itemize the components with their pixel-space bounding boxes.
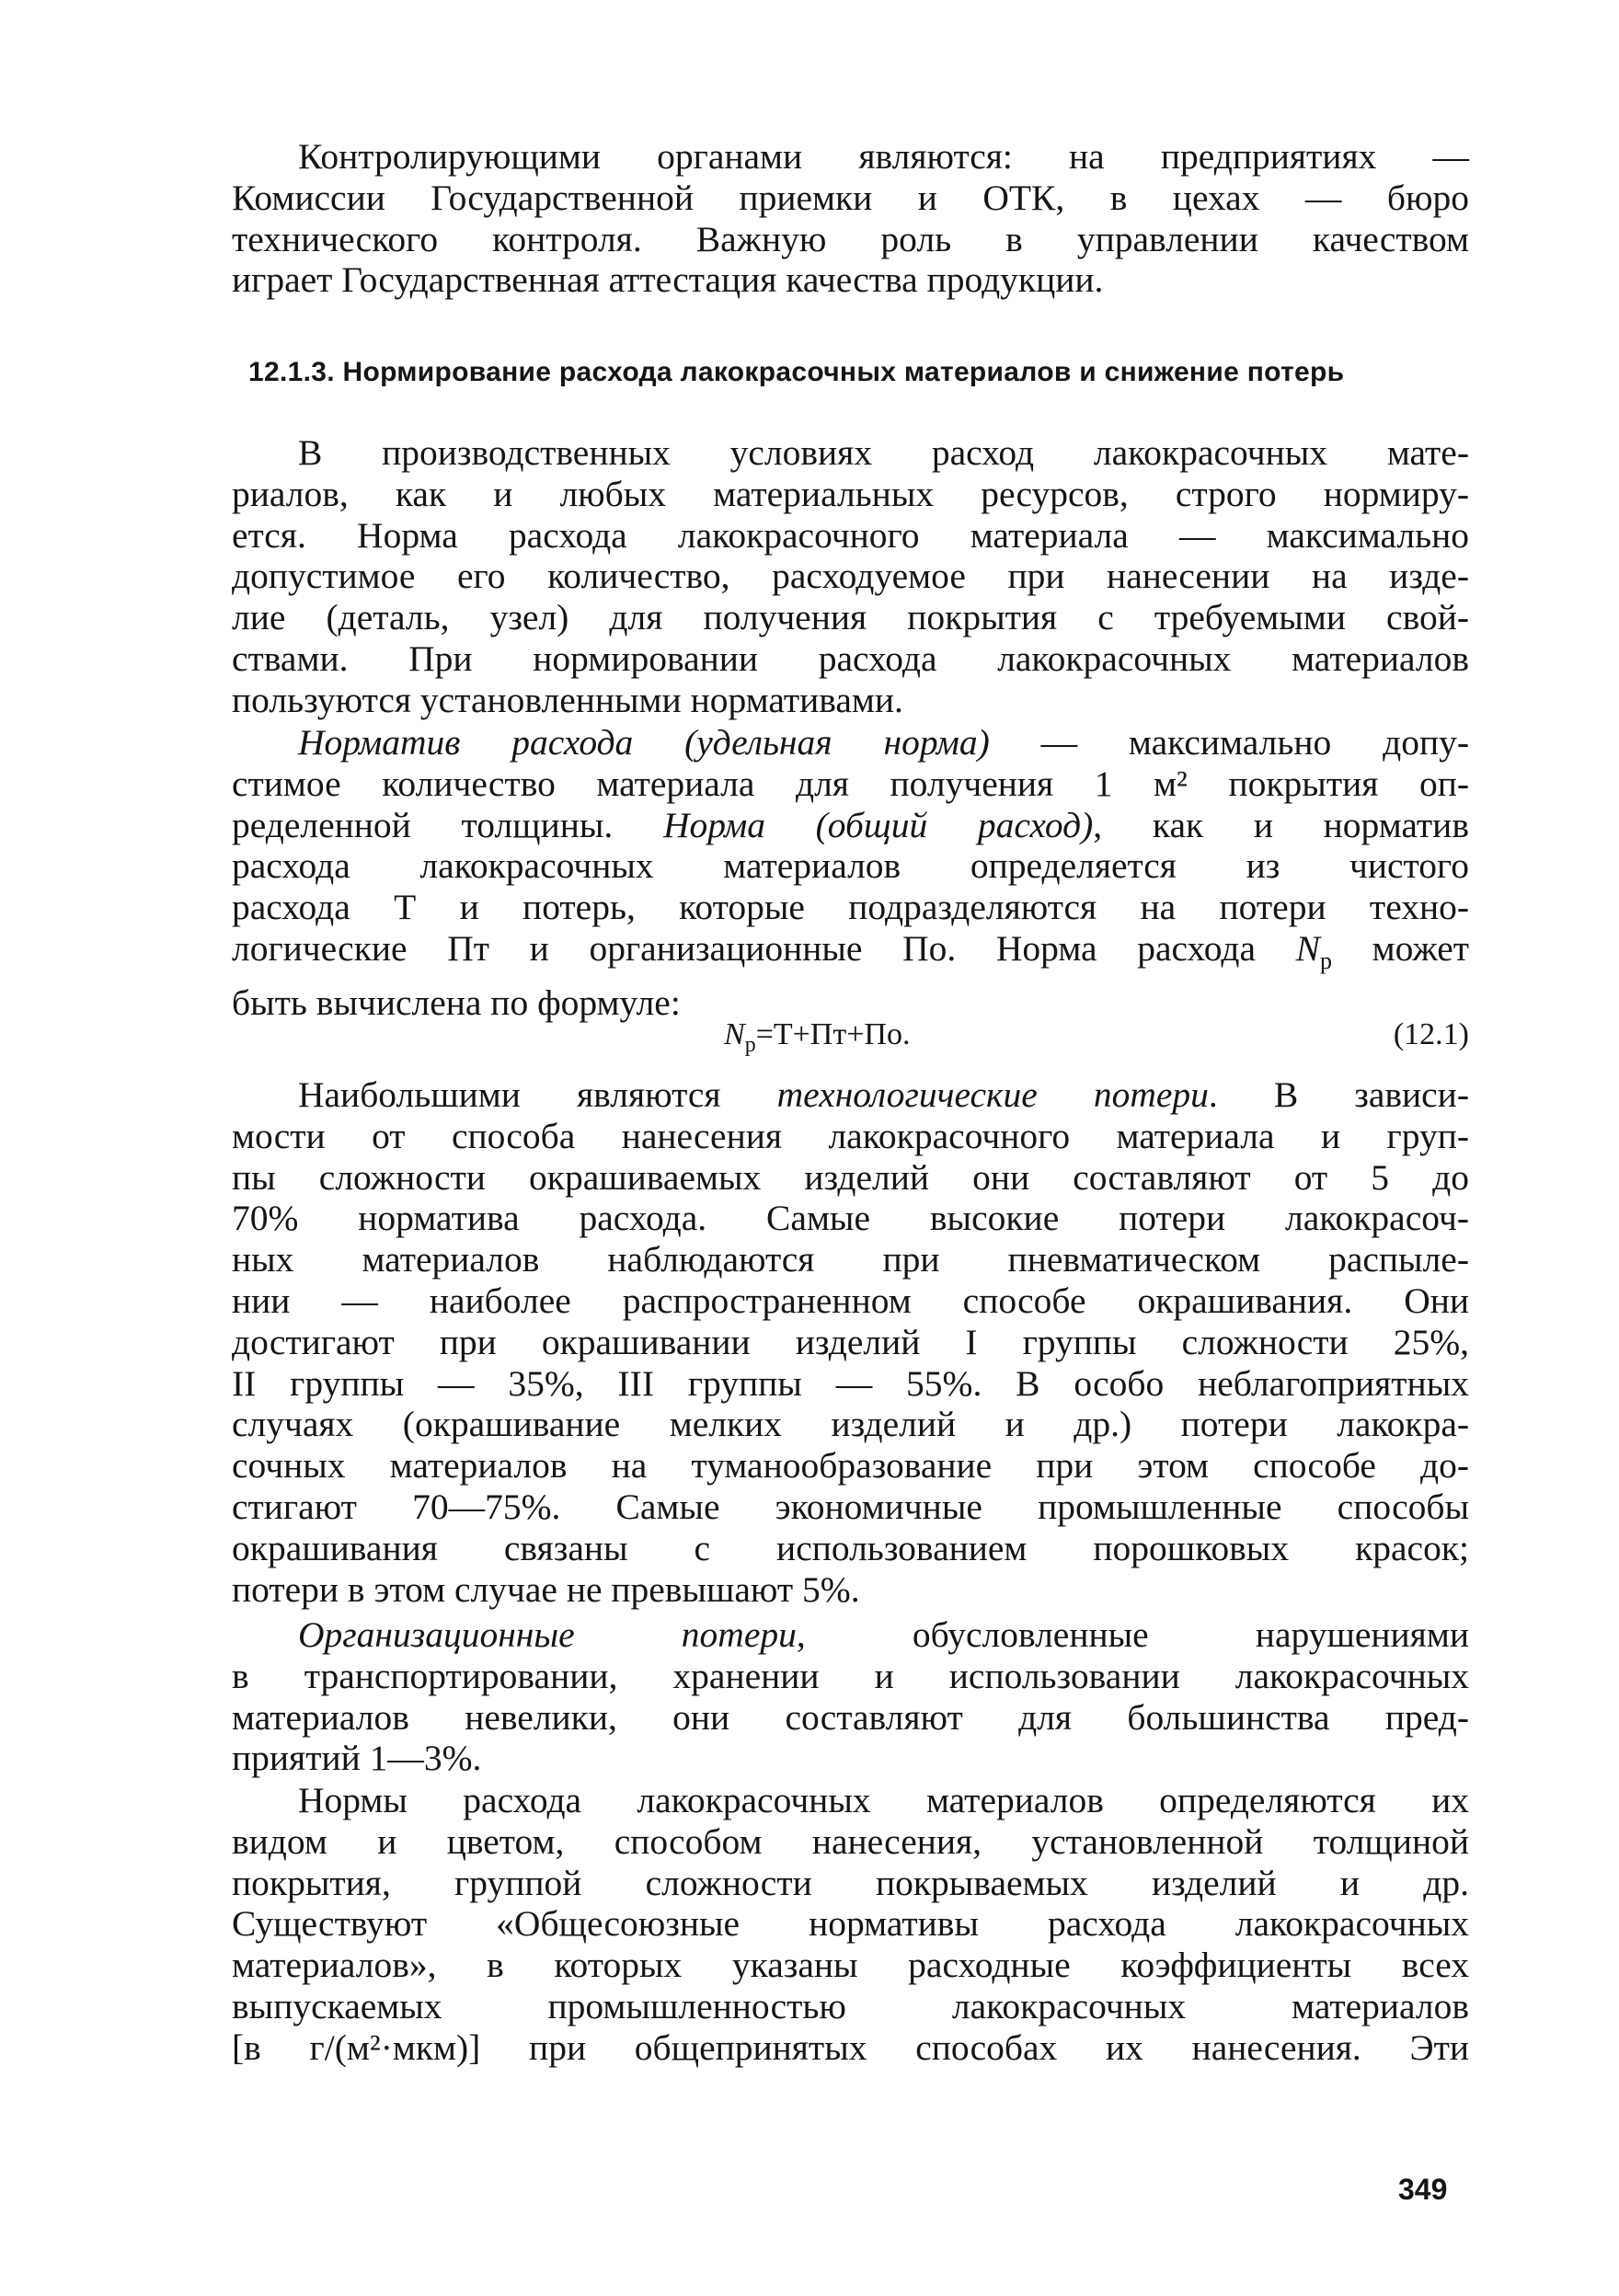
text-line: в транспортировании, хранении и использовании лакокрасочных	[232, 1655, 1469, 1696]
text-line: 70% норматива расхода. Самые высокие потери лакокрасоч-	[232, 1198, 1469, 1239]
subscript: р	[744, 1032, 756, 1057]
text-line: технического контроля. Важную роль в управлении качеством	[232, 218, 1469, 259]
text-fragment: ределенной толщины.	[232, 804, 663, 845]
text-fragment: Наибольшими являются	[298, 1074, 777, 1115]
text-line: ется. Норма расхода лакокрасочного материала — максимально	[232, 514, 1469, 556]
variable-n: N	[724, 1017, 745, 1051]
text-line	[232, 722, 1469, 763]
text-line: стимое количество материала для получения 1 м² покрытия оп-	[232, 763, 1469, 804]
text-line: ствами. При нормировании расхода лакокрасочных материалов	[232, 637, 1469, 679]
text-line: материалов невелики, они составляют для большинства пред-	[232, 1696, 1469, 1738]
formula-rhs: =Т+Пт+По.	[755, 1017, 911, 1051]
text-line: ных материалов наблюдаются при пневматическом распыле-	[232, 1239, 1469, 1280]
text-line: материалов», в которых указаны расходные коэффициенты всех	[232, 1945, 1469, 1986]
text-line: приятий 1—3%.	[232, 1738, 482, 1779]
text-line: Контролирующими органами являются: на предприятиях —	[298, 136, 1469, 177]
text-line	[232, 1074, 1469, 1116]
text-line: выпускаемых промышленностью лакокрасочных материалов	[232, 1985, 1469, 2026]
text-line: покрытия, группой сложности покрываемых изделий и др.	[232, 1862, 1469, 1903]
text-line: достигают при окрашивании изделий I группы сложности 25%,	[232, 1321, 1469, 1362]
text-line: потери в этом случае не превышают 5%.	[232, 1568, 860, 1610]
text-line: Нормы расхода лакокрасочных материалов определяются их	[298, 1780, 1469, 1820]
text-line: расхода Т и потерь, которые подразделяются на потери техно-	[232, 887, 1469, 928]
text-fragment: логические Пт и организационные По. Норма расхода	[232, 927, 1296, 969]
text-line: пы сложности окрашиваемых изделий они составляют от 5 до	[232, 1156, 1469, 1198]
text-line: расхода лакокрасочных материалов определяется из чистого	[232, 845, 1469, 887]
text-line: пользуются установленными нормативами.	[232, 679, 903, 720]
text-fragment: . В зависи-	[1208, 1074, 1469, 1115]
text-line: допустимое его количество, расходуемое при нанесении на изде-	[232, 556, 1469, 597]
text-line: риалов, как и любых материальных ресурсов, строго нормиру-	[232, 473, 1469, 514]
section-heading: 12.1.3. Нормирование расхода лакокрасочных материалов и снижение потерь	[248, 357, 1345, 387]
text-line: лие (деталь, узел) для получения покрытия с требуемыми свой-	[232, 597, 1469, 638]
paragraph-4	[232, 1614, 1469, 1779]
text-line: быть вычислена по формуле:	[232, 982, 681, 1023]
intro-paragraph	[232, 136, 1469, 301]
text-fragment: , как и норматив	[1093, 804, 1469, 845]
text-line	[232, 805, 1469, 846]
text-line: нии — наиболее распространенном способе окрашивания. Они	[232, 1280, 1469, 1321]
text-line	[232, 928, 1469, 982]
page-number: 349	[1398, 2173, 1448, 2206]
text-line: II группы — 35%, III группы — 55%. В особо неблагоприятных	[232, 1362, 1469, 1404]
italic-term: Организационные потери	[298, 1614, 797, 1655]
paragraph-3	[232, 1074, 1469, 1610]
text-line: видом и цветом, способом нанесения, установленной толщиной	[232, 1820, 1469, 1862]
text-line: сочных материалов на туманообразование при этом способе до-	[232, 1445, 1469, 1487]
italic-term: Норма (общий расход)	[662, 804, 1094, 845]
text-line: стигают 70—75%. Самые экономичные промышленные способы	[232, 1486, 1469, 1527]
text-line: Комиссии Государственной приемки и ОТК, в цехах — бюро	[232, 177, 1469, 218]
variable-n: N	[1295, 927, 1321, 969]
formula-expression	[724, 1017, 910, 1058]
text-line: [в г/(м²·мкм)] при общепринятых способах их нанесения. Эти	[232, 2026, 1469, 2068]
text-line: окрашивания связаны с использованием порошковых красок;	[232, 1527, 1469, 1568]
text-line: случаях (окрашивание мелких изделий и др.) потери лакокра-	[232, 1404, 1469, 1445]
text-line: мости от способа нанесения лакокрасочного материала и груп-	[232, 1115, 1469, 1156]
text-line	[232, 1614, 1469, 1656]
text-fragment: может	[1332, 927, 1470, 969]
formula-number: (12.1)	[1393, 1017, 1469, 1051]
paragraph-1	[232, 432, 1469, 721]
paragraph-2	[232, 722, 1469, 1023]
text-fragment: , обусловленные нарушениями	[796, 1614, 1469, 1655]
italic-term: Норматив расхода (удельная норма)	[298, 722, 990, 763]
italic-term: технологические потери	[776, 1074, 1209, 1115]
text-line: Существуют «Общесоюзные нормативы расхода лакокрасочных	[232, 1903, 1469, 1945]
subscript: р	[1320, 947, 1333, 974]
text-fragment: — максимально допу-	[989, 722, 1469, 763]
text-line: В производственных условиях расход лакокрасочных мате-	[298, 432, 1469, 473]
paragraph-5	[232, 1780, 1469, 2069]
text-line: играет Государственная аттестация качества продукции.	[232, 259, 1104, 301]
